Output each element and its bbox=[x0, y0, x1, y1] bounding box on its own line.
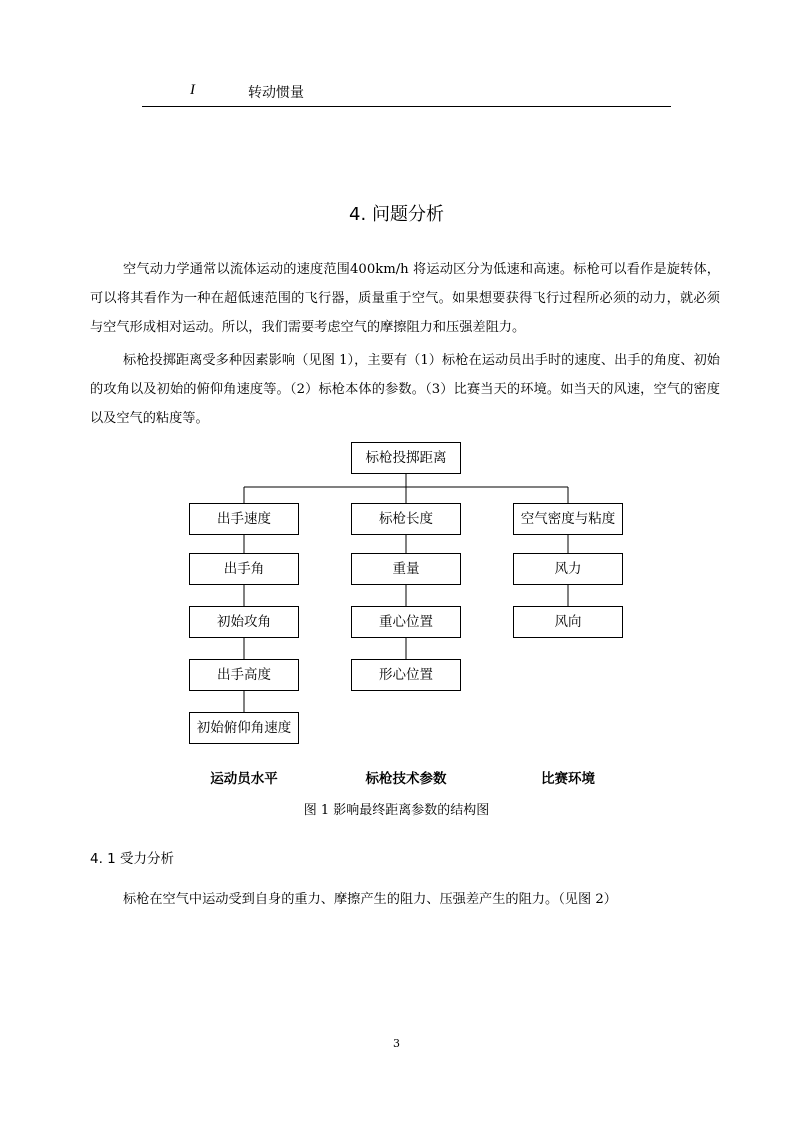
diagram-node-javelin-length: 标枪长度 bbox=[351, 503, 461, 535]
diagram-category-javelin-parameters: 标枪技术参数 bbox=[365, 771, 447, 787]
diagram-node-air-density-viscosity: 空气密度与粘度 bbox=[513, 503, 623, 535]
diagram-category-competition-environment: 比赛环境 bbox=[541, 771, 595, 787]
diagram-root-node: 标枪投掷距离 bbox=[351, 442, 461, 474]
diagram-node-release-angle: 出手角 bbox=[189, 553, 299, 585]
diagram-connectors bbox=[180, 440, 630, 750]
diagram-category-athlete-level: 运动员水平 bbox=[210, 771, 278, 787]
diagram-node-initial-attack-angle: 初始攻角 bbox=[189, 606, 299, 638]
diagram-node-weight: 重量 bbox=[351, 553, 461, 585]
subsection-title: 4. 1 受力分析 bbox=[90, 851, 175, 867]
paragraph-force-analysis: 标枪在空气中运动受到自身的重力、摩擦产生的阻力、压强差产生的阻力。（见图 2） bbox=[123, 892, 617, 907]
section-title: 4. 问题分析 bbox=[349, 204, 444, 225]
header-rule bbox=[142, 106, 671, 107]
paragraph-influencing-factors: 标枪投掷距离受多种因素影响（见图 1），主要有（1）标枪在运动员出手时的速度、出手的角度、初始的攻角以及初始的俯仰角速度等。（2）标枪本体的参数。（3）比赛当天的环境。如当天的风速，空气的密度以及空气的粘度等。 bbox=[90, 353, 720, 426]
diagram-node-release-speed: 出手速度 bbox=[189, 503, 299, 535]
diagram-node-initial-pitch-rate: 初始俯仰角速度 bbox=[189, 712, 299, 744]
paragraph-aerodynamics: 空气动力学通常以流体运动的速度范围400km/h 将运动区分为低速和高速。标枪可以看作是旋转体，可以将其看作为一种在超低速范围的飞行器，质量重于空气。如果想要获得飞行过程所必须的动力，就必须与空气形成相对运动。所以，我们需要考虑空气的摩擦阻力和压强差阻力。 bbox=[90, 262, 720, 335]
diagram-node-centroid: 形心位置 bbox=[351, 659, 461, 691]
diagram-node-wind-force: 风力 bbox=[513, 553, 623, 585]
diagram-node-release-height: 出手高度 bbox=[189, 659, 299, 691]
page-number: 3 bbox=[393, 1037, 400, 1050]
header-symbol-description: 转动惯量 bbox=[248, 85, 304, 101]
diagram-node-center-of-gravity: 重心位置 bbox=[351, 606, 461, 638]
header-symbol: I bbox=[190, 82, 195, 98]
diagram-node-wind-direction: 风向 bbox=[513, 606, 623, 638]
structure-diagram bbox=[180, 440, 630, 750]
figure-caption: 图 1 影响最终距离参数的结构图 bbox=[303, 803, 490, 818]
